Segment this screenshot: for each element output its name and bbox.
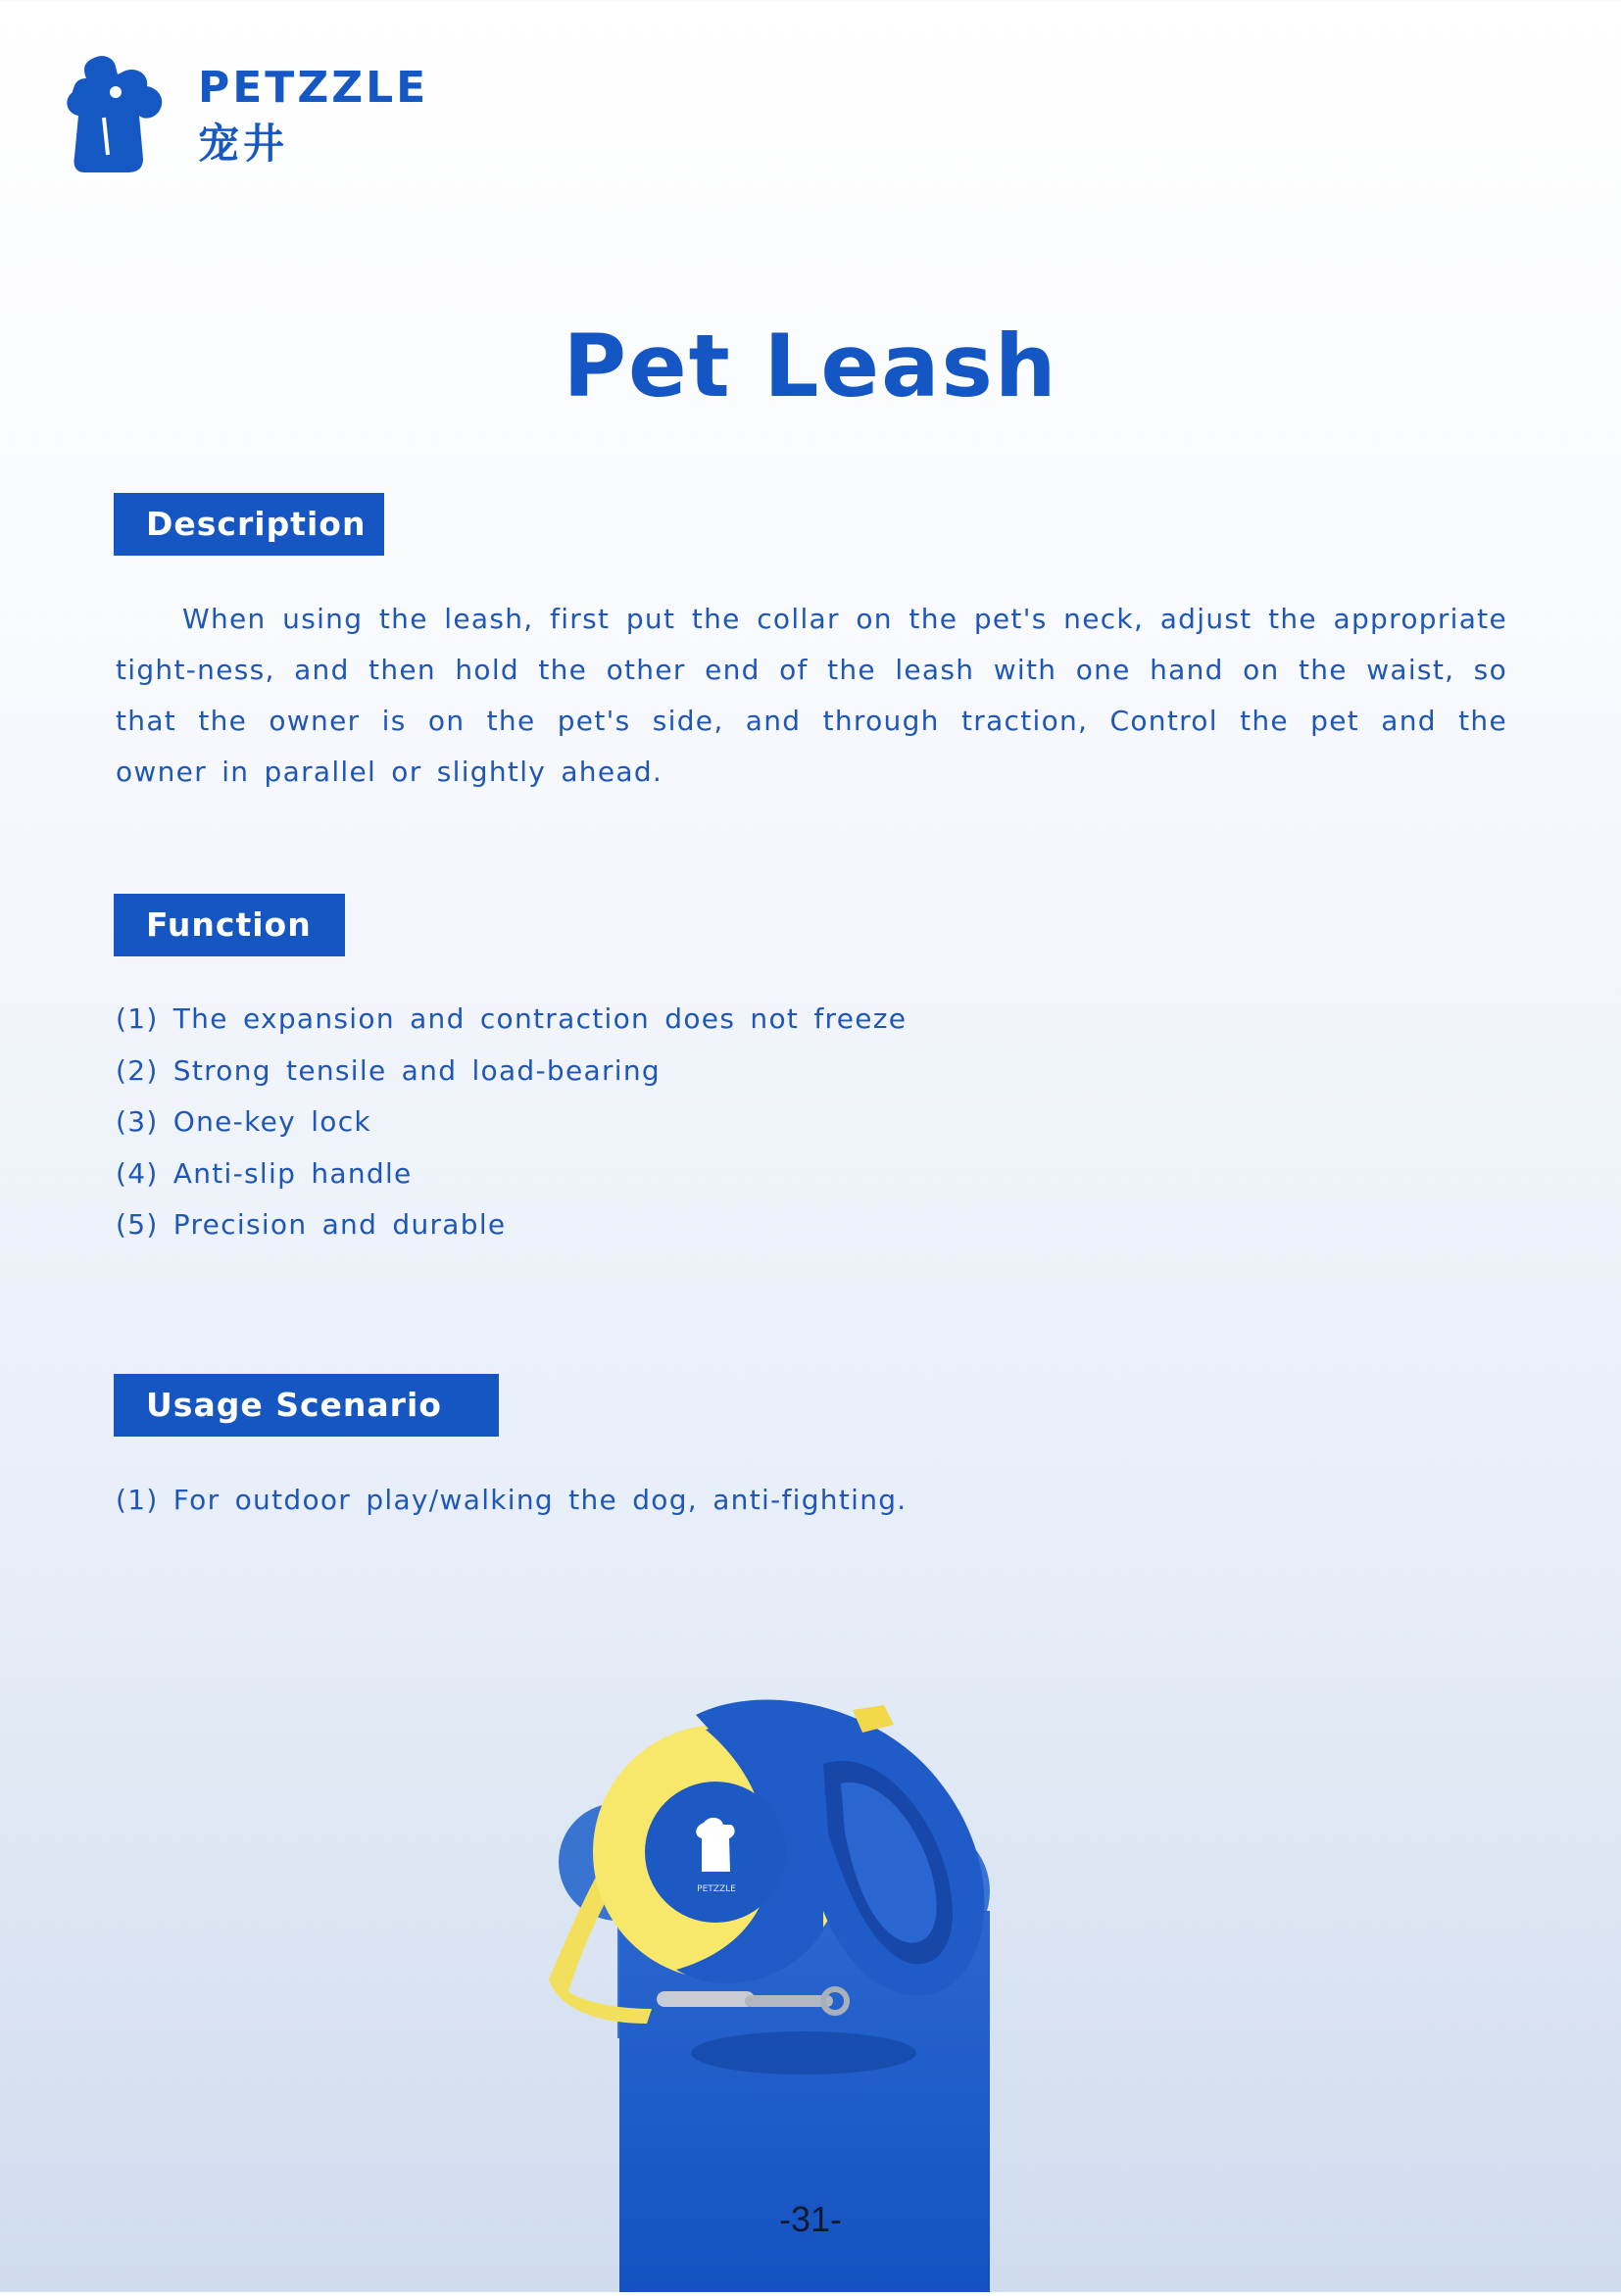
brand-logo (65, 53, 427, 174)
list-item: (1) The expansion and contraction does not freeze (116, 1002, 908, 1035)
list-item: (1) For outdoor play/walking the dog, anti-fighting. (116, 1484, 908, 1516)
usage-list (116, 1475, 908, 1527)
function-list (116, 994, 907, 1251)
description-text: When using the leash, first put the collar on the pet's neck, adjust the appropriate tight-ness, and then hold the other end of the leash with one hand on the waist, so that the owner is on the pet's side, and through traction, Control the pet and the owner in parallel or slightly ahead. (116, 603, 1507, 788)
list-item: (2) Strong tensile and load-bearing (116, 1053, 661, 1087)
logo-wordmark: PETZZLE (198, 63, 429, 113)
list-item: (5) Precision and durable (116, 1208, 507, 1241)
logo-chinese-name: 宠井 (198, 120, 289, 168)
usage-scenario-heading: Usage Scenario (114, 1374, 499, 1437)
page-number: -31- (778, 2199, 843, 2239)
page-title: Pet Leash (563, 316, 1058, 416)
description-heading: Description (114, 493, 384, 556)
list-item: (3) One-key lock (116, 1105, 371, 1138)
list-item: (4) Anti-slip handle (116, 1156, 413, 1190)
dog-puzzle-logo-icon (65, 53, 186, 174)
svg-text:PETZZLE: PETZZLE (697, 1884, 736, 1894)
function-heading: Function (114, 894, 345, 956)
